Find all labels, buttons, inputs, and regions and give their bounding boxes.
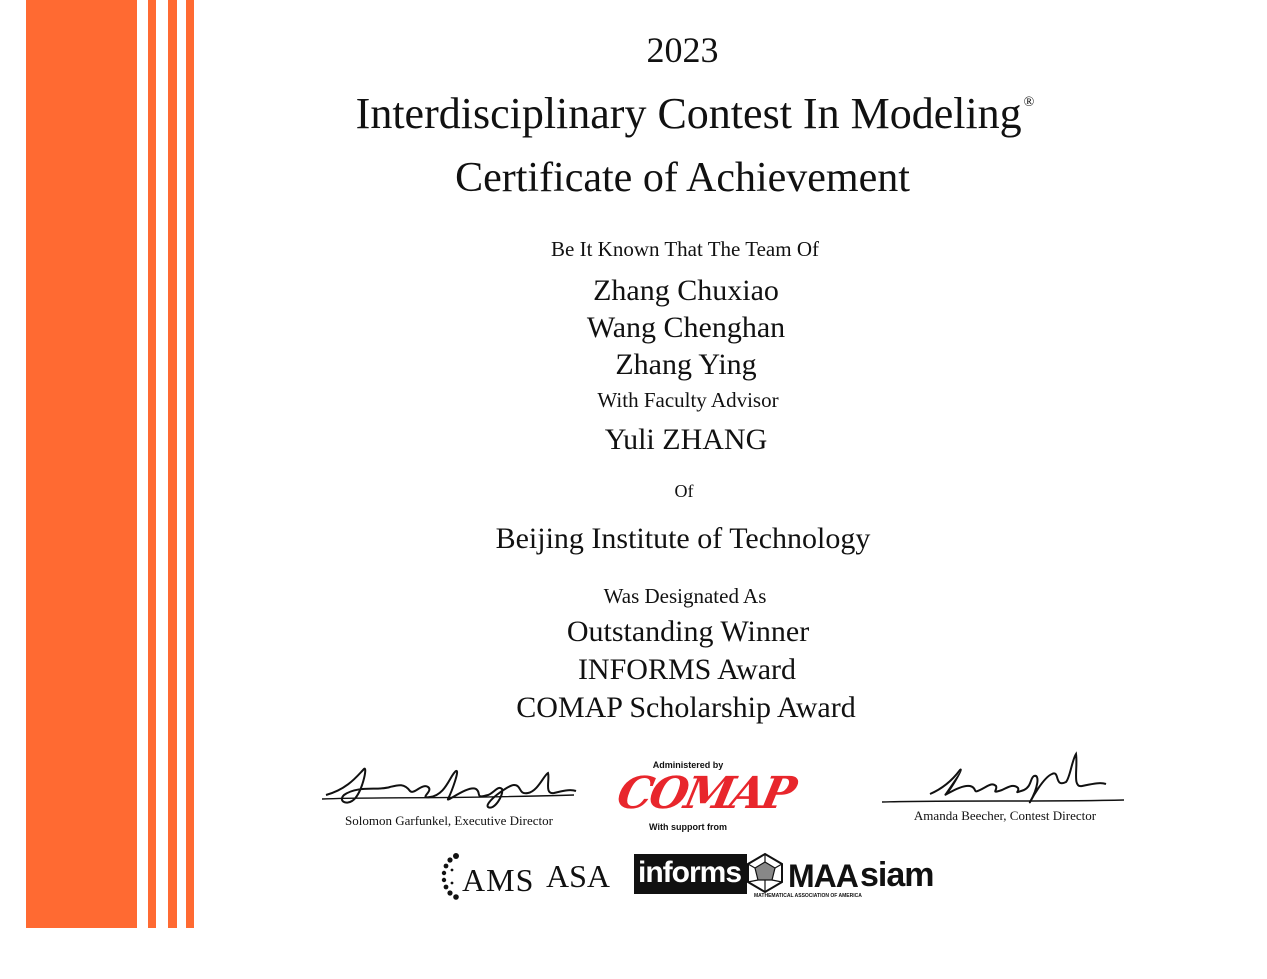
- comap-logo: COMAP: [612, 768, 798, 819]
- faculty-advisor: Yuli ZHANG: [604, 423, 768, 456]
- executive-director-signature-block: [318, 755, 580, 829]
- designation-intro: Was Designated As: [603, 584, 767, 608]
- informs-logo: informs: [634, 854, 747, 894]
- siam-logo: siam: [860, 856, 934, 894]
- administered-by-block: [612, 760, 798, 832]
- award-title: Outstanding Winner: [566, 615, 810, 648]
- maa-logo: [744, 852, 862, 899]
- award-title: COMAP Scholarship Award: [516, 691, 856, 724]
- award-title: INFORMS Award: [577, 653, 797, 686]
- ams-dots-icon: [440, 850, 462, 900]
- contest-director-caption: Amanda Beecher, Contest Director: [913, 808, 1097, 823]
- signature-image: [880, 748, 1130, 806]
- team-member: Zhang Ying: [615, 348, 757, 381]
- team-member: Wang Chenghan: [586, 311, 786, 344]
- of-label: Of: [674, 481, 694, 501]
- asa-logo: ASA: [546, 858, 611, 894]
- team-member: Zhang Chuxiao: [593, 274, 779, 307]
- certificate-year: 2023: [646, 30, 719, 70]
- ams-logo-text: AMS: [462, 862, 535, 898]
- advisor-intro: With Faculty Advisor: [597, 388, 779, 412]
- administered-by-label: Administered by: [652, 760, 724, 770]
- certificate-title: Certificate of Achievement: [455, 155, 910, 201]
- maa-logo-text: MAA: [788, 858, 858, 894]
- orange-thin-stripe: [148, 0, 156, 928]
- orange-side-band: [26, 0, 137, 928]
- maa-polyhedron-icon: [744, 852, 786, 894]
- contest-name-heading: [0, 89, 1267, 138]
- team-intro: Be It Known That The Team Of: [551, 237, 819, 261]
- executive-director-caption: Solomon Garfunkel, Executive Director: [345, 813, 553, 828]
- contest-director-signature-block: [880, 748, 1130, 824]
- orange-thin-stripe: [168, 0, 177, 928]
- contest-name: Interdisciplinary Contest In Modeling: [355, 89, 1022, 138]
- orange-thin-stripe: [186, 0, 194, 928]
- support-label: With support from: [649, 822, 727, 832]
- signature-image: [318, 755, 580, 811]
- sponsor-logos: [440, 846, 965, 900]
- institution-name: Beijing Institute of Technology: [495, 522, 871, 555]
- registered-mark: ®: [1023, 95, 1035, 110]
- maa-subtitle: MATHEMATICAL ASSOCIATION OF AMERICA: [754, 893, 862, 899]
